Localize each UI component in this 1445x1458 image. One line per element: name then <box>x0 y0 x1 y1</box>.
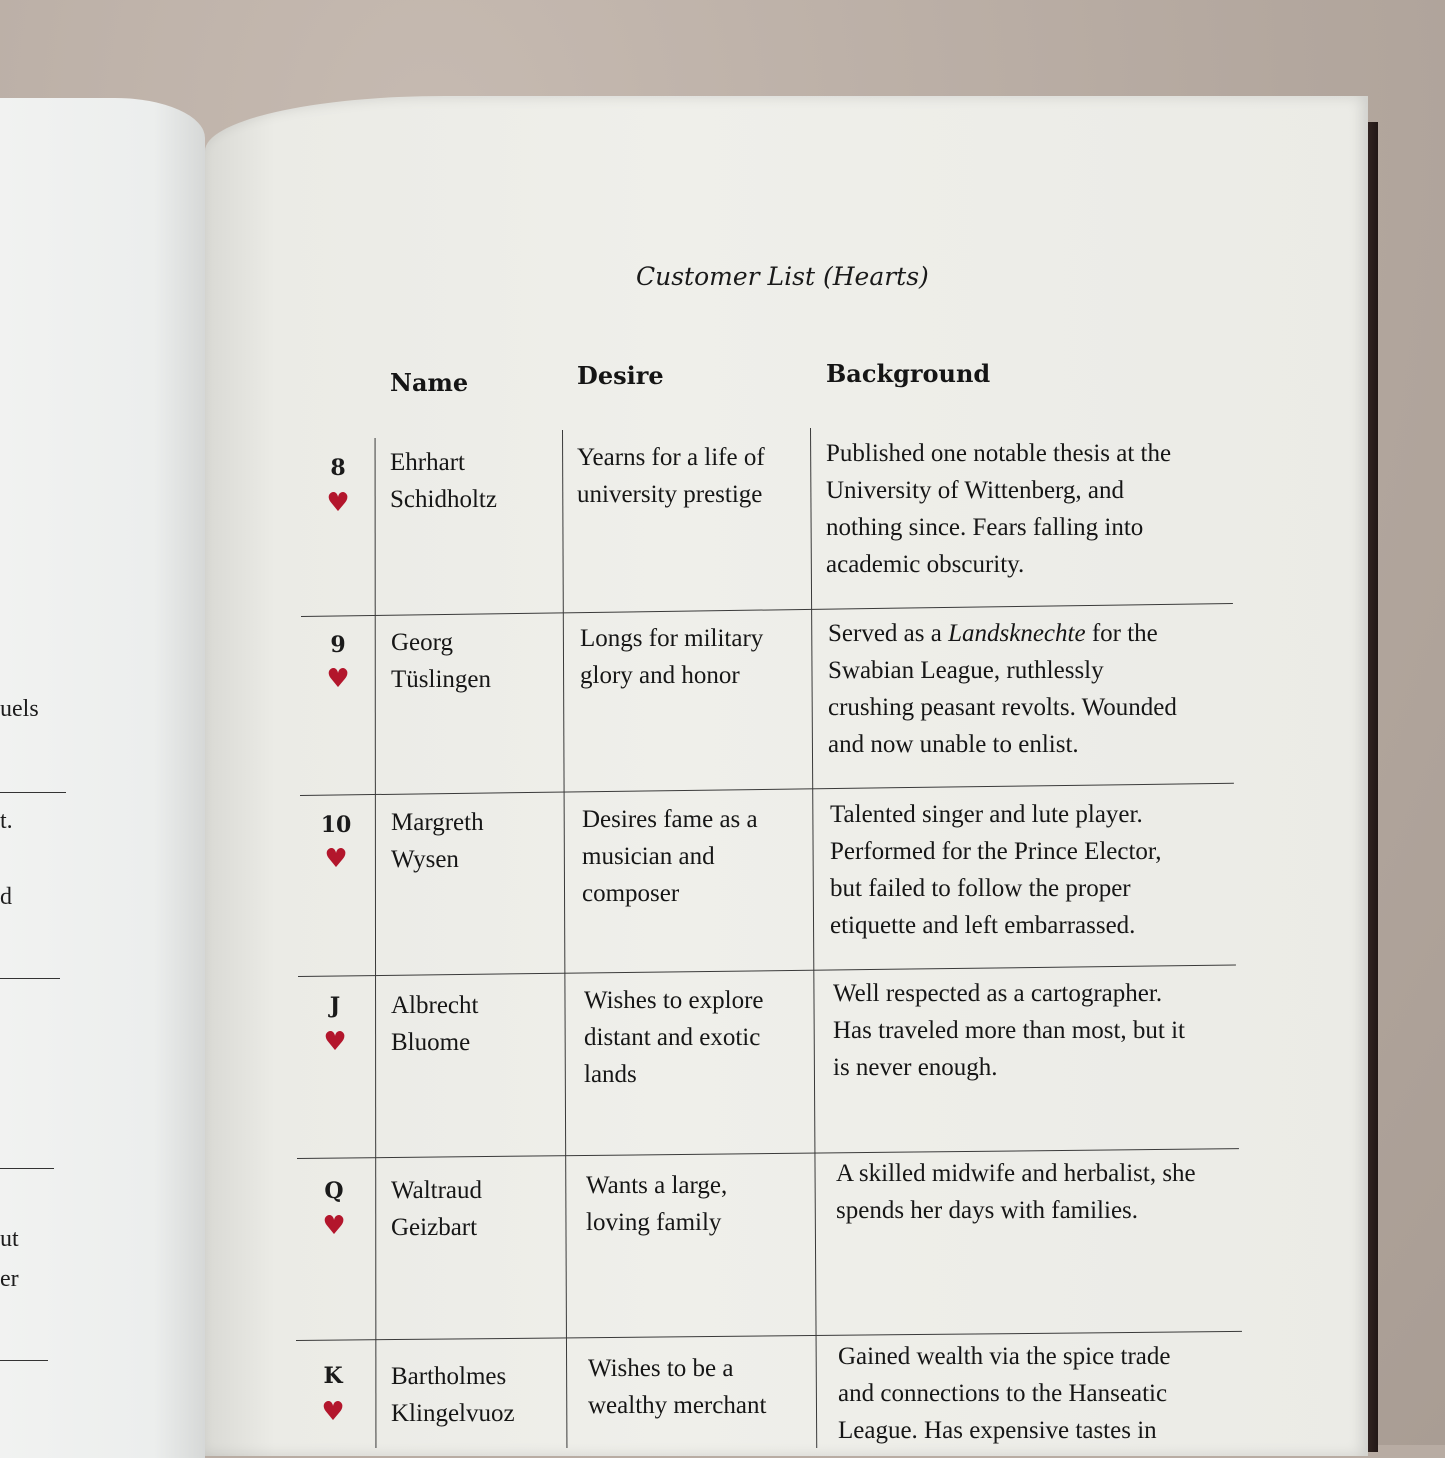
card-rank: K <box>323 1363 343 1389</box>
customer-first-name: Bartholmes <box>391 1363 507 1390</box>
customer-name <box>391 804 484 878</box>
customer-first-name: Georg <box>391 629 454 656</box>
left-page-fragment: d <box>0 884 12 910</box>
customer-background: Served as a Landsknechte for the Swabian League, ruthlessly crushing peasant revolts. Wounded and now unable to enlist. <box>828 620 1177 758</box>
left-page-fragment: uels <box>0 696 39 722</box>
column-header-desire: Desire <box>577 361 664 390</box>
customer-name <box>391 1172 482 1246</box>
left-page-rule <box>0 978 60 979</box>
customer-background: Well respected as a cartographer. Has traveled more than most, but it is never enough. <box>833 980 1186 1081</box>
left-page-rule <box>0 1168 54 1169</box>
column-header-background: Background <box>826 359 991 388</box>
card-rank: 10 <box>320 812 352 838</box>
customer-desire: Wants a large, loving family <box>586 1172 728 1236</box>
heart-suit-icon: ♥ <box>326 488 350 518</box>
customer-name <box>391 987 478 1061</box>
customer-first-name: Ehrhart <box>390 449 465 476</box>
heart-suit-icon: ♥ <box>322 1211 346 1241</box>
customer-last-name: Klingelvuoz <box>391 1400 515 1427</box>
customer-name <box>391 624 491 698</box>
heart-suit-icon: ♥ <box>323 1027 347 1057</box>
customer-desire: Longs for military glory and honor <box>580 625 764 689</box>
customer-name <box>390 444 497 518</box>
left-page-rule <box>0 1360 48 1361</box>
customer-first-name: Waltraud <box>391 1177 483 1204</box>
customer-last-name: Bluome <box>391 1029 471 1056</box>
left-page-fragment: t. <box>0 808 13 834</box>
card-rank: Q <box>324 1178 344 1204</box>
customer-last-name: Tüslingen <box>391 666 491 693</box>
left-page-fragment: er <box>0 1266 19 1292</box>
customer-last-name: Schidholtz <box>390 486 497 513</box>
customer-desire: Yearns for a life of university prestige <box>577 444 765 508</box>
customer-desire: Wishes to be a wealthy merchant <box>588 1355 767 1419</box>
customer-desire: Wishes to explore distant and exotic lands <box>584 987 764 1088</box>
heart-suit-icon: ♥ <box>321 1397 345 1427</box>
customer-background: A skilled midwife and herbalist, she spends her days with families. <box>836 1160 1196 1224</box>
customer-first-name: Margreth <box>391 809 484 836</box>
left-page <box>0 98 205 1458</box>
customer-last-name: Wysen <box>391 846 459 873</box>
card-rank: 8 <box>330 455 346 481</box>
customer-last-name: Geizbart <box>391 1214 478 1241</box>
left-page-rule <box>0 792 66 793</box>
customer-background: Gained wealth via the spice trade and connections to the Hanseatic League. Has expensive tastes in <box>838 1343 1171 1444</box>
customer-desire: Desires fame as a musician and composer <box>582 806 758 907</box>
card-rank: 9 <box>330 632 346 658</box>
heart-suit-icon: ♥ <box>324 844 348 874</box>
customer-name <box>391 1358 515 1432</box>
customer-first-name: Albrecht <box>391 992 479 1019</box>
right-page <box>205 96 1368 1456</box>
page-title: Customer List (Hearts) <box>636 262 929 291</box>
left-page-fragment: ut <box>0 1226 19 1252</box>
customer-background: Talented singer and lute player. Performed for the Prince Elector, but failed to follow the proper etiquette and left embarrassed. <box>830 801 1162 939</box>
column-header-name: Name <box>390 368 469 397</box>
customer-background: Published one notable thesis at the University of Wittenberg, and nothing since. Fears falling into academic obscurity. <box>826 440 1172 578</box>
card-rank: J <box>329 993 341 1019</box>
heart-suit-icon: ♥ <box>326 664 350 694</box>
